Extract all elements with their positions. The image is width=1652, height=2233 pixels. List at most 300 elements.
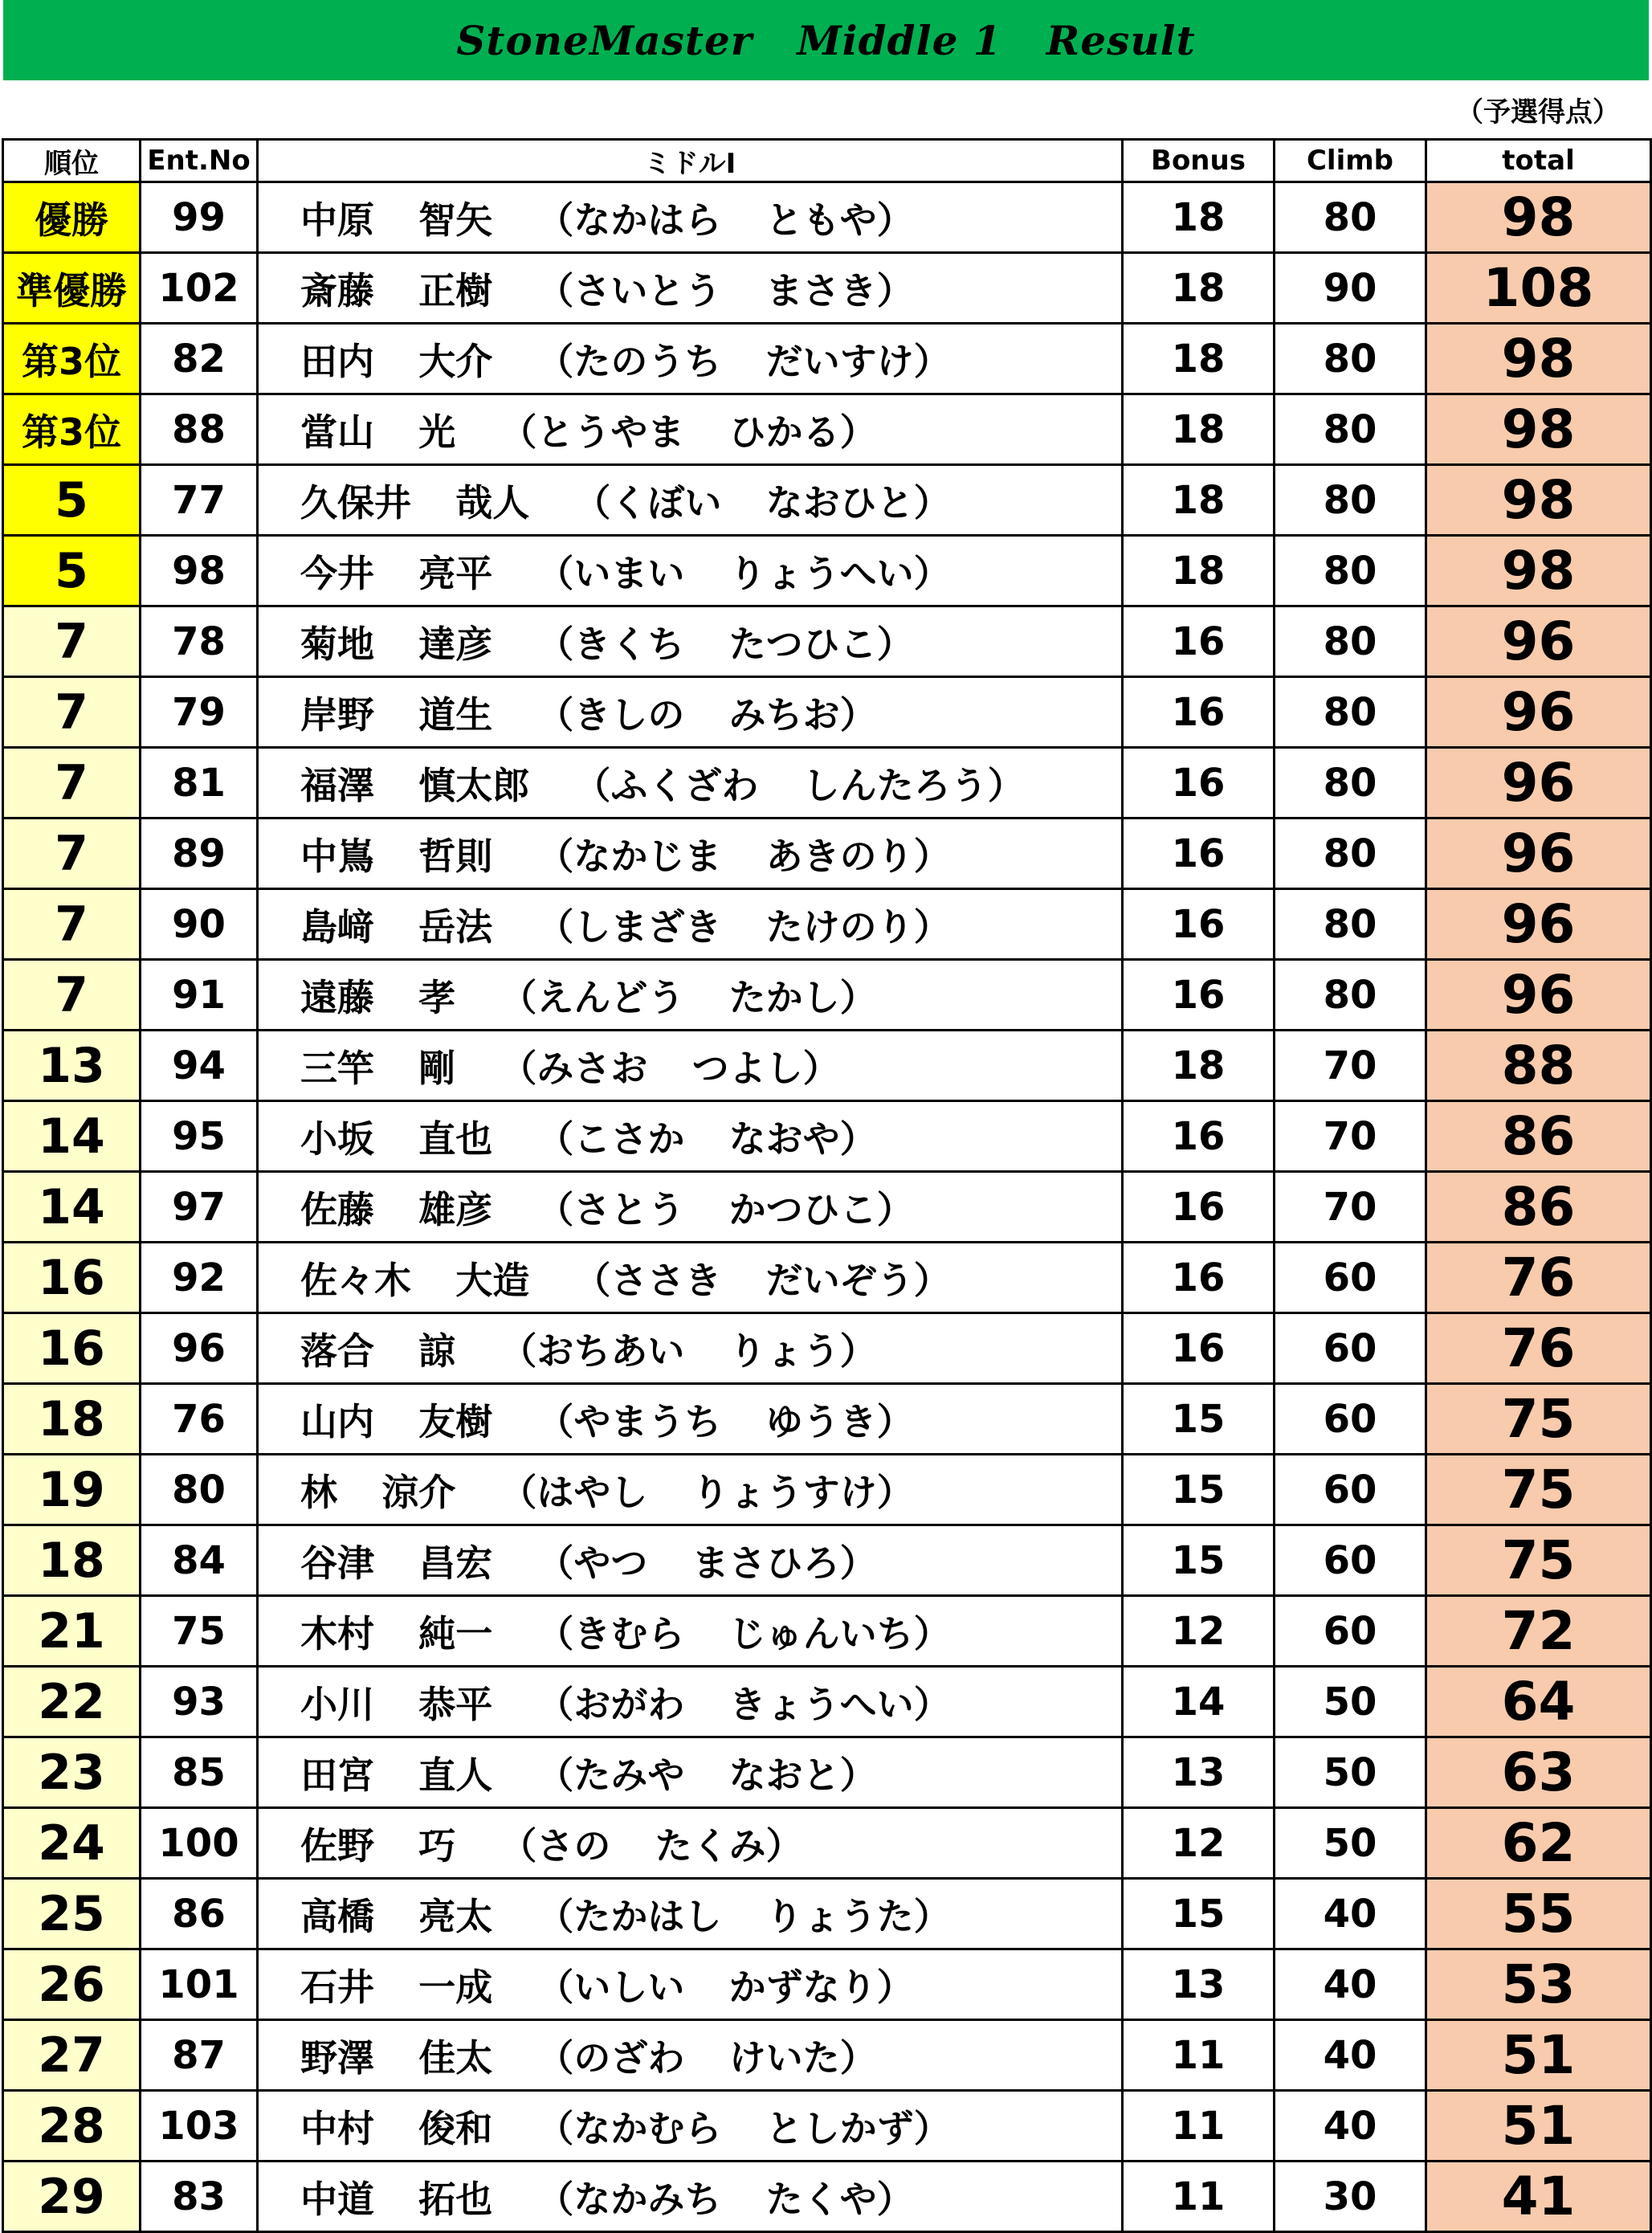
surname: 佐々木 xyxy=(300,1258,411,1302)
entry-cell: 84 xyxy=(141,1525,258,1596)
col-climb: Climb xyxy=(1275,140,1426,182)
given-name: 大介 xyxy=(418,339,493,383)
reading-family: （とうやま xyxy=(500,410,685,454)
table-row xyxy=(3,1243,1651,1313)
reading-given: たつひこ） xyxy=(728,622,914,666)
reading-given: しんたろう） xyxy=(802,763,1025,807)
bonus-cell: 18 xyxy=(1123,536,1275,606)
table-row xyxy=(3,1101,1651,1172)
bonus-cell: 16 xyxy=(1123,889,1275,960)
bonus-cell: 12 xyxy=(1123,1596,1275,1667)
results-table xyxy=(2,138,1652,2233)
surname: 今井 xyxy=(300,551,374,595)
rank-cell: 27 xyxy=(3,2020,141,2091)
given-name: 哉人 xyxy=(455,480,530,525)
total-cell: 86 xyxy=(1426,1101,1651,1172)
name-cell xyxy=(258,1031,1123,1101)
col-entry: Ent.No xyxy=(141,140,258,182)
entry-cell: 94 xyxy=(141,1031,258,1101)
bonus-cell: 11 xyxy=(1123,2162,1275,2232)
given-name: 直也 xyxy=(418,1116,493,1161)
table-row xyxy=(3,889,1651,960)
total-cell: 98 xyxy=(1426,394,1651,465)
total-cell: 75 xyxy=(1426,1384,1651,1455)
rank-cell: 26 xyxy=(3,1949,141,2020)
entry-cell: 97 xyxy=(141,1172,258,1243)
bonus-cell: 11 xyxy=(1123,2091,1275,2162)
entry-cell: 86 xyxy=(141,1879,258,1949)
rank-cell: 13 xyxy=(3,1031,141,1101)
climb-cell: 80 xyxy=(1275,394,1426,465)
col-name: ミドルⅠ xyxy=(258,140,1123,182)
bonus-cell: 15 xyxy=(1123,1879,1275,1949)
name-cell xyxy=(258,2091,1123,2162)
table-row xyxy=(3,1031,1651,1101)
bonus-cell: 18 xyxy=(1123,253,1275,324)
given-name: 道生 xyxy=(418,692,493,737)
surname: 山内 xyxy=(300,1399,374,1443)
rank-cell: 14 xyxy=(3,1172,141,1243)
surname: 谷津 xyxy=(300,1541,374,1585)
reading-given: たくみ） xyxy=(655,1823,803,1868)
surname: 島﨑 xyxy=(300,904,374,949)
total-cell: 98 xyxy=(1426,324,1651,394)
total-cell: 88 xyxy=(1426,1031,1651,1101)
table-row xyxy=(3,253,1651,324)
table-row xyxy=(3,465,1651,536)
reading-family: （なかみち xyxy=(536,2177,722,2221)
bonus-cell: 15 xyxy=(1123,1455,1275,1525)
bonus-cell: 16 xyxy=(1123,1243,1275,1313)
name-cell xyxy=(258,606,1123,677)
table-row xyxy=(3,1313,1651,1384)
total-cell: 76 xyxy=(1426,1243,1651,1313)
surname: 落合 xyxy=(300,1329,374,1373)
total-cell: 63 xyxy=(1426,1737,1651,1808)
reading-family: （こさか xyxy=(536,1116,685,1161)
table-row xyxy=(3,324,1651,394)
table-row xyxy=(3,1808,1651,1879)
name-cell xyxy=(258,748,1123,818)
name-cell xyxy=(258,465,1123,536)
total-cell: 51 xyxy=(1426,2091,1651,2162)
name-cell xyxy=(258,1596,1123,1667)
reading-family: （いまい xyxy=(536,551,685,595)
given-name: 剛 xyxy=(418,1046,456,1090)
total-cell: 98 xyxy=(1426,536,1651,606)
reading-family: （たかはし xyxy=(536,1894,722,1938)
reading-family: （なかむら xyxy=(536,2106,722,2150)
reading-given: たかし） xyxy=(728,975,877,1019)
entry-cell: 95 xyxy=(141,1101,258,1172)
name-cell xyxy=(258,818,1123,889)
surname: 久保井 xyxy=(300,480,411,525)
total-cell: 96 xyxy=(1426,748,1651,818)
table-row xyxy=(3,748,1651,818)
surname: 三竿 xyxy=(300,1046,374,1090)
climb-cell: 80 xyxy=(1275,182,1426,253)
surname: 佐藤 xyxy=(300,1187,374,1231)
rank-cell: 28 xyxy=(3,2091,141,2162)
bonus-cell: 16 xyxy=(1123,960,1275,1031)
reading-given: きょうへい） xyxy=(728,1682,951,1726)
given-name: 岳法 xyxy=(418,904,493,949)
entry-cell: 91 xyxy=(141,960,258,1031)
rank-cell: 14 xyxy=(3,1101,141,1172)
climb-cell: 80 xyxy=(1275,818,1426,889)
total-cell: 41 xyxy=(1426,2162,1651,2232)
bonus-cell: 16 xyxy=(1123,677,1275,748)
table-row xyxy=(3,1455,1651,1525)
name-cell xyxy=(258,1243,1123,1313)
table-row xyxy=(3,1384,1651,1455)
total-cell: 62 xyxy=(1426,1808,1651,1879)
rank-cell: 7 xyxy=(3,818,141,889)
rank-cell: 7 xyxy=(3,677,141,748)
climb-cell: 60 xyxy=(1275,1313,1426,1384)
reading-given: まさき） xyxy=(765,268,914,312)
name-cell xyxy=(258,677,1123,748)
table-row xyxy=(3,2162,1651,2232)
reading-given: としかず） xyxy=(765,2106,951,2150)
table-row xyxy=(3,2091,1651,2162)
total-cell: 98 xyxy=(1426,182,1651,253)
climb-cell: 30 xyxy=(1275,2162,1426,2232)
reading-family: （いしい xyxy=(536,1965,685,2009)
given-name: 孝 xyxy=(418,975,456,1019)
reading-given: じゅんいち） xyxy=(728,1611,951,1655)
given-name: 恭平 xyxy=(418,1682,493,1726)
reading-given: なおひと） xyxy=(765,480,951,525)
reading-given: たけのり） xyxy=(765,904,951,949)
reading-given: たくや） xyxy=(765,2177,914,2221)
climb-cell: 80 xyxy=(1275,465,1426,536)
surname: 田内 xyxy=(300,339,374,383)
reading-family: （くぼい xyxy=(573,480,722,525)
total-cell: 51 xyxy=(1426,2020,1651,2091)
reading-given: みちお） xyxy=(728,692,877,737)
reading-family: （きむら xyxy=(536,1611,685,1655)
entry-cell: 79 xyxy=(141,677,258,748)
bonus-cell: 16 xyxy=(1123,748,1275,818)
surname: 佐野 xyxy=(300,1823,374,1868)
reading-given: なおや） xyxy=(728,1116,877,1161)
surname: 小川 xyxy=(300,1682,374,1726)
surname: 小坂 xyxy=(300,1116,374,1161)
given-name: 雄彦 xyxy=(418,1187,493,1231)
table-row xyxy=(3,1737,1651,1808)
given-name: 慎太郎 xyxy=(418,763,530,807)
reading-family: （さの xyxy=(500,1823,611,1868)
climb-cell: 80 xyxy=(1275,324,1426,394)
col-bonus: Bonus xyxy=(1123,140,1275,182)
reading-given: ひかる） xyxy=(728,410,877,454)
total-cell: 53 xyxy=(1426,1949,1651,2020)
table-row xyxy=(3,536,1651,606)
rank-cell: 18 xyxy=(3,1525,141,1596)
total-cell: 98 xyxy=(1426,465,1651,536)
reading-family: （なかじま xyxy=(536,834,722,878)
reading-family: （おがわ xyxy=(536,1682,685,1726)
surname: 木村 xyxy=(300,1611,374,1655)
bonus-cell: 16 xyxy=(1123,1101,1275,1172)
reading-given: ともや） xyxy=(765,198,914,242)
surname: 田宮 xyxy=(300,1753,374,1797)
bonus-cell: 15 xyxy=(1123,1384,1275,1455)
reading-given: りょうた） xyxy=(765,1894,951,1938)
rank-cell: 5 xyxy=(3,536,141,606)
title-banner xyxy=(3,0,1649,80)
given-name: 光 xyxy=(418,410,456,454)
surname: 斎藤 xyxy=(300,268,374,312)
given-name: 巧 xyxy=(418,1823,456,1868)
climb-cell: 60 xyxy=(1275,1384,1426,1455)
rank-cell: 7 xyxy=(3,960,141,1031)
entry-cell: 78 xyxy=(141,606,258,677)
reading-given: けいた） xyxy=(728,2035,877,2080)
total-cell: 96 xyxy=(1426,889,1651,960)
reading-given: まさひろ） xyxy=(691,1541,877,1585)
reading-family: （やまうち xyxy=(536,1399,722,1443)
table-row xyxy=(3,1879,1651,1949)
entry-cell: 80 xyxy=(141,1455,258,1525)
climb-cell: 80 xyxy=(1275,677,1426,748)
climb-cell: 70 xyxy=(1275,1172,1426,1243)
surname: 野澤 xyxy=(300,2035,374,2080)
rank-cell: 5 xyxy=(3,465,141,536)
bonus-cell: 18 xyxy=(1123,1031,1275,1101)
reading-family: （しまざき xyxy=(536,904,722,949)
name-cell xyxy=(258,2020,1123,2091)
rank-cell: 21 xyxy=(3,1596,141,1667)
entry-cell: 102 xyxy=(141,253,258,324)
given-name: 拓也 xyxy=(418,2177,493,2221)
reading-family: （さいとう xyxy=(536,268,722,312)
reading-given: あきのり） xyxy=(765,834,951,878)
climb-cell: 40 xyxy=(1275,1949,1426,2020)
name-cell xyxy=(258,1101,1123,1172)
header-row xyxy=(3,140,1651,182)
name-cell xyxy=(258,1525,1123,1596)
name-cell xyxy=(258,536,1123,606)
total-cell: 75 xyxy=(1426,1455,1651,1525)
reading-given: だいぞう） xyxy=(765,1258,951,1302)
bonus-cell: 18 xyxy=(1123,324,1275,394)
name-cell xyxy=(258,1949,1123,2020)
entry-cell: 98 xyxy=(141,536,258,606)
given-name: 大造 xyxy=(455,1258,530,1302)
total-cell: 96 xyxy=(1426,960,1651,1031)
rank-cell: 22 xyxy=(3,1667,141,1737)
name-cell xyxy=(258,394,1123,465)
total-cell: 108 xyxy=(1426,253,1651,324)
bonus-cell: 18 xyxy=(1123,182,1275,253)
entry-cell: 103 xyxy=(141,2091,258,2162)
page-title: StoneMaster Middle 1 Result xyxy=(456,16,1196,64)
rank-cell: 25 xyxy=(3,1879,141,1949)
reading-given: かずなり） xyxy=(728,1965,914,2009)
reading-family: （さとう xyxy=(536,1187,685,1231)
given-name: 正樹 xyxy=(418,268,493,312)
name-cell xyxy=(258,1313,1123,1384)
entry-cell: 85 xyxy=(141,1737,258,1808)
reading-given: ゆうき） xyxy=(765,1399,914,1443)
reading-family: （えんどう xyxy=(500,975,685,1019)
reading-given: りょう） xyxy=(728,1329,877,1373)
reading-given: つよし） xyxy=(691,1046,840,1090)
climb-cell: 60 xyxy=(1275,1596,1426,1667)
reading-family: （はやし xyxy=(500,1470,648,1514)
surname: 菊地 xyxy=(300,622,374,666)
table-row xyxy=(3,1525,1651,1596)
surname: 當山 xyxy=(300,410,374,454)
entry-cell: 90 xyxy=(141,889,258,960)
rank-cell: 29 xyxy=(3,2162,141,2232)
rank-cell: 16 xyxy=(3,1243,141,1313)
climb-cell: 40 xyxy=(1275,2091,1426,2162)
given-name: 亮平 xyxy=(418,551,493,595)
reading-given: りょうすけ） xyxy=(691,1470,914,1514)
table-row xyxy=(3,394,1651,465)
total-cell: 96 xyxy=(1426,677,1651,748)
climb-cell: 50 xyxy=(1275,1667,1426,1737)
reading-family: （やつ xyxy=(536,1541,648,1585)
reading-family: （みさお xyxy=(500,1046,648,1090)
name-cell xyxy=(258,2162,1123,2232)
surname: 高橋 xyxy=(300,1894,374,1938)
reading-given: りょうへい） xyxy=(728,551,951,595)
table-row xyxy=(3,1667,1651,1737)
entry-cell: 89 xyxy=(141,818,258,889)
reading-family: （ふくざわ xyxy=(573,763,759,807)
table-row xyxy=(3,1949,1651,2020)
surname: 石井 xyxy=(300,1965,374,2009)
rank-cell: 19 xyxy=(3,1455,141,1525)
reading-family: （たみや xyxy=(536,1753,685,1797)
reading-family: （なかはら xyxy=(536,198,722,242)
table-row xyxy=(3,1596,1651,1667)
total-cell: 86 xyxy=(1426,1172,1651,1243)
entry-cell: 100 xyxy=(141,1808,258,1879)
climb-cell: 60 xyxy=(1275,1525,1426,1596)
reading-family: （たのうち xyxy=(536,339,722,383)
reading-given: かつひこ） xyxy=(728,1187,914,1231)
climb-cell: 60 xyxy=(1275,1455,1426,1525)
qualifier-note: （予選得点） xyxy=(1456,96,1620,129)
total-cell: 75 xyxy=(1426,1525,1651,1596)
name-cell xyxy=(258,182,1123,253)
rank-cell: 第3位 xyxy=(3,394,141,465)
climb-cell: 90 xyxy=(1275,253,1426,324)
bonus-cell: 16 xyxy=(1123,1313,1275,1384)
entry-cell: 99 xyxy=(141,182,258,253)
given-name: 智矢 xyxy=(418,198,493,242)
bonus-cell: 13 xyxy=(1123,1737,1275,1808)
reading-family: （きしの xyxy=(536,692,685,737)
table-row xyxy=(3,677,1651,748)
given-name: 達彦 xyxy=(418,622,493,666)
surname: 中村 xyxy=(300,2106,374,2150)
given-name: 純一 xyxy=(418,1611,493,1655)
name-cell xyxy=(258,1879,1123,1949)
rank-cell: 優勝 xyxy=(3,182,141,253)
rank-cell: 18 xyxy=(3,1384,141,1455)
climb-cell: 50 xyxy=(1275,1808,1426,1879)
name-cell xyxy=(258,889,1123,960)
rank-cell: 16 xyxy=(3,1313,141,1384)
rank-cell: 準優勝 xyxy=(3,253,141,324)
given-name: 昌宏 xyxy=(418,1541,493,1585)
climb-cell: 70 xyxy=(1275,1101,1426,1172)
rank-cell: 7 xyxy=(3,889,141,960)
name-cell xyxy=(258,324,1123,394)
rank-cell: 7 xyxy=(3,748,141,818)
rank-cell: 第3位 xyxy=(3,324,141,394)
reading-family: （おちあい xyxy=(500,1329,685,1373)
climb-cell: 80 xyxy=(1275,748,1426,818)
rank-cell: 24 xyxy=(3,1808,141,1879)
reading-family: （ささき xyxy=(573,1258,722,1302)
table-row xyxy=(3,182,1651,253)
surname: 遠藤 xyxy=(300,975,374,1019)
entry-cell: 82 xyxy=(141,324,258,394)
reading-family: （きくち xyxy=(536,622,685,666)
rank-cell: 7 xyxy=(3,606,141,677)
rank-cell: 23 xyxy=(3,1737,141,1808)
given-name: 諒 xyxy=(418,1329,456,1373)
entry-cell: 87 xyxy=(141,2020,258,2091)
surname: 中嶌 xyxy=(300,834,374,878)
name-cell xyxy=(258,1384,1123,1455)
name-cell xyxy=(258,1737,1123,1808)
total-cell: 76 xyxy=(1426,1313,1651,1384)
climb-cell: 60 xyxy=(1275,1243,1426,1313)
entry-cell: 93 xyxy=(141,1667,258,1737)
bonus-cell: 18 xyxy=(1123,465,1275,536)
name-cell xyxy=(258,1172,1123,1243)
given-name: 直人 xyxy=(418,1753,493,1797)
climb-cell: 40 xyxy=(1275,2020,1426,2091)
given-name: 友樹 xyxy=(418,1399,493,1443)
bonus-cell: 13 xyxy=(1123,1949,1275,2020)
bonus-cell: 16 xyxy=(1123,818,1275,889)
name-cell xyxy=(258,253,1123,324)
table-row xyxy=(3,2020,1651,2091)
total-cell: 64 xyxy=(1426,1667,1651,1737)
entry-cell: 76 xyxy=(141,1384,258,1455)
table-row xyxy=(3,960,1651,1031)
bonus-cell: 14 xyxy=(1123,1667,1275,1737)
table-row xyxy=(3,818,1651,889)
entry-cell: 77 xyxy=(141,465,258,536)
given-name: 亮太 xyxy=(418,1894,493,1938)
bonus-cell: 11 xyxy=(1123,2020,1275,2091)
entry-cell: 75 xyxy=(141,1596,258,1667)
entry-cell: 96 xyxy=(141,1313,258,1384)
climb-cell: 40 xyxy=(1275,1879,1426,1949)
bonus-cell: 12 xyxy=(1123,1808,1275,1879)
col-rank: 順位 xyxy=(3,140,141,182)
reading-family: （のざわ xyxy=(536,2035,685,2080)
climb-cell: 80 xyxy=(1275,536,1426,606)
total-cell: 96 xyxy=(1426,606,1651,677)
bonus-cell: 16 xyxy=(1123,1172,1275,1243)
given-name: 俊和 xyxy=(418,2106,493,2150)
bonus-cell: 18 xyxy=(1123,394,1275,465)
surname: 岸野 xyxy=(300,692,374,737)
bonus-cell: 16 xyxy=(1123,606,1275,677)
name-cell xyxy=(258,1455,1123,1525)
